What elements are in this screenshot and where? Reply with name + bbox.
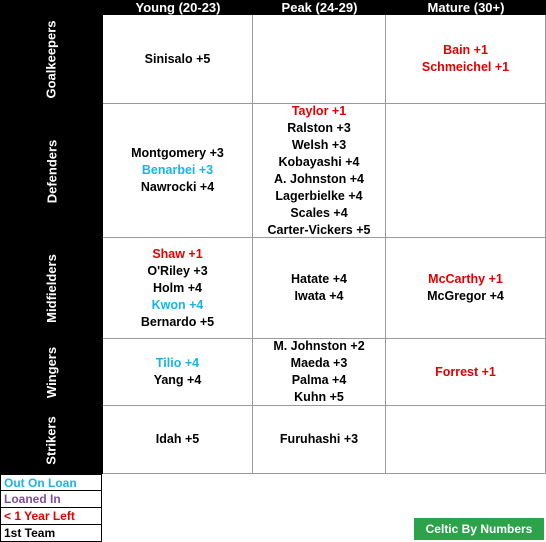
cell-wingers-young — [103, 339, 253, 406]
cell-defenders-mature — [386, 104, 546, 238]
player-entry: M. Johnston +2 — [273, 339, 365, 353]
player-entry: Lagerbielke +4 — [275, 188, 363, 203]
legend-loaned-in: Loaned In — [0, 491, 102, 508]
player-entry: Tilio +4 — [155, 356, 200, 370]
player-entry: Yang +4 — [153, 373, 202, 387]
legend-out-on-loan: Out On Loan — [0, 474, 102, 491]
player-entry: Shaw +1 — [152, 246, 203, 261]
player-entry: Scales +4 — [290, 205, 348, 220]
cell-wingers-peak — [253, 339, 386, 406]
player-entry: Bernardo +5 — [140, 314, 215, 329]
player-entry: A. Johnston +4 — [274, 171, 364, 186]
row-label-text: Wingers — [43, 346, 59, 399]
cell-midfielders-mature — [386, 238, 546, 339]
row-label-goalkeepers — [0, 15, 103, 104]
row-label-strikers — [0, 406, 103, 474]
cell-goalkeepers-mature — [386, 15, 546, 104]
column-header-peak: Peak (24-29) — [253, 0, 386, 15]
player-entry: Sinisalo +5 — [144, 51, 211, 66]
player-entry: Holm +4 — [153, 280, 202, 295]
player-entry: Carter-Vickers +5 — [267, 222, 371, 237]
player-entry: Idah +5 — [155, 432, 200, 446]
player-entry: Kuhn +5 — [294, 390, 344, 404]
player-entry: Ralston +3 — [287, 120, 351, 135]
legend-under-one-year: < 1 Year Left — [0, 508, 102, 525]
row-label-defenders — [0, 104, 103, 238]
player-entry: Kwon +4 — [151, 297, 204, 312]
cell-strikers-young — [103, 406, 253, 474]
cell-defenders-peak — [253, 104, 386, 238]
row-label-text: Defenders — [43, 139, 59, 203]
player-entry: Kobayashi +4 — [278, 154, 360, 169]
cell-strikers-peak — [253, 406, 386, 474]
row-label-text: Strikers — [43, 415, 59, 465]
cell-strikers-mature — [386, 406, 546, 474]
player-entry: Nawrocki +4 — [140, 180, 215, 194]
row-label-text: Midfielders — [44, 254, 59, 323]
player-entry: Iwata +4 — [294, 289, 344, 303]
row-label-wingers — [0, 339, 103, 406]
cell-goalkeepers-young — [103, 15, 253, 104]
player-entry: O'Riley +3 — [147, 263, 208, 278]
player-entry: McCarthy +1 — [428, 272, 503, 286]
player-entry: Hatate +4 — [291, 272, 347, 286]
player-entry: Welsh +3 — [291, 137, 347, 152]
cell-defenders-young — [103, 104, 253, 238]
player-entry: Benarbei +3 — [141, 163, 214, 177]
player-entry: Taylor +1 — [291, 103, 347, 118]
player-entry: Bain +1 — [443, 43, 488, 57]
column-header-young: Young (20-23) — [103, 0, 253, 15]
player-entry: Montgomery +3 — [131, 146, 224, 160]
player-entry: Furuhashi +3 — [279, 432, 359, 446]
player-entry: Maeda +3 — [290, 356, 348, 370]
cell-midfielders-young — [103, 238, 253, 339]
player-entry: McGregor +4 — [427, 289, 504, 303]
player-entry: Forrest +1 — [435, 364, 496, 379]
row-label-midfielders — [0, 238, 103, 339]
brand-badge: Celtic By Numbers — [414, 518, 544, 540]
player-entry: Schmeichel +1 — [421, 60, 510, 74]
player-entry: Palma +4 — [291, 373, 347, 387]
cell-midfielders-peak — [253, 238, 386, 339]
column-header-mature: Mature (30+) — [386, 0, 546, 15]
cell-wingers-mature — [386, 339, 546, 406]
cell-goalkeepers-peak — [253, 15, 386, 104]
legend-first-team: 1st Team — [0, 525, 102, 542]
row-label-text: Goalkeepers — [43, 20, 59, 99]
